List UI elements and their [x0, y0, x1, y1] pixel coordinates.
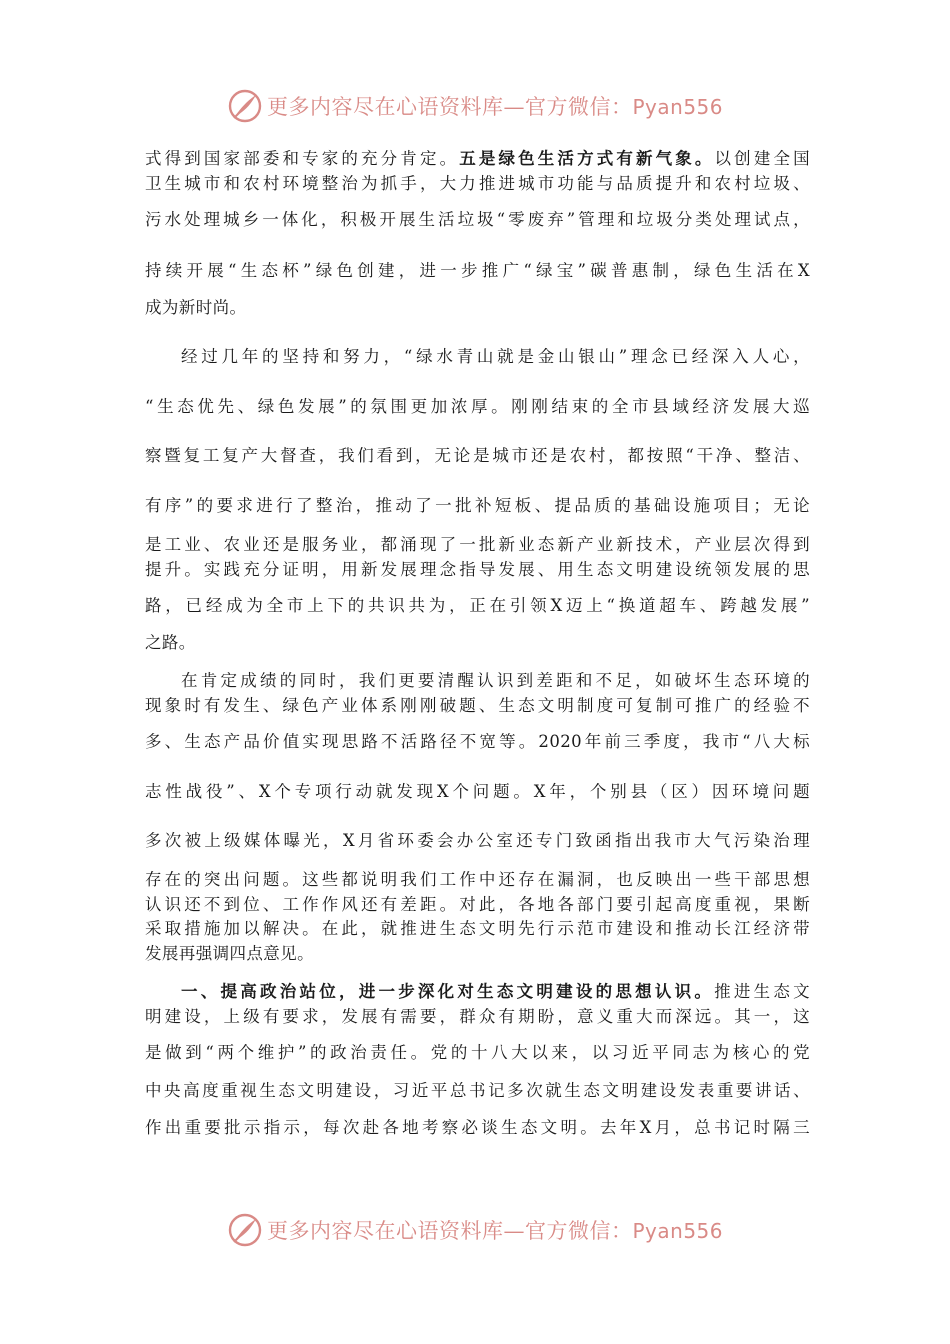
text-line: 采取措施加以解决。在此，就推进生态文明先行示范市建设和推动长江经济带: [145, 919, 810, 938]
text-line: 是做到“两个维护”的政治责任。党的十八大以来，以习近平同志为核心的党: [145, 1043, 810, 1062]
banner-wechat-id: Pyan556: [632, 95, 723, 119]
text-line: 在肯定成绩的同时，我们更要清醒认识到差距和不足，如破坏生态环境的: [181, 671, 810, 690]
text-line: 有序”的要求进行了整治，推动了一批补短板、提品质的基础设施项目；无论: [145, 496, 810, 515]
text-line: 中央高度重视生态文明建设，习近平总书记多次就生态文明建设发表重要讲话、: [145, 1081, 810, 1100]
text-line: 污水处理城乡一体化，积极开展生活垃圾“零废弃”管理和垃圾分类处理试点，: [145, 210, 810, 229]
text-line: 提升。实践充分证明，用新发展理念指导发展、用生态文明建设统领发展的思: [145, 560, 810, 579]
text-line: 多、生态产品价值实现思路不活路径不宽等。2020年前三季度，我市“八大标: [145, 732, 810, 751]
text-line: 明建设，上级有要求，发展有需要，群众有期盼，意义重大而深远。其一，这: [145, 1007, 810, 1026]
text-line: 式得到国家部委和专家的充分肯定。五是绿色生活方式有新气象。以创建全国: [145, 149, 810, 168]
quill-logo-icon: [227, 1212, 263, 1248]
banner-text: 更多内容尽在心语资料库—官方微信：: [266, 95, 633, 119]
text-line: 存在的突出问题。这些都说明我们工作中还存在漏洞，也反映出一些干部思想: [145, 870, 810, 889]
text-line: 多次被上级媒体曝光，X月省环委会办公室还专门致函指出我市大气污染治理: [145, 831, 810, 850]
banner-text: 更多内容尽在心语资料库—官方微信：: [266, 1219, 633, 1243]
text-line: 察暨复工复产大督查，我们看到，无论是城市还是农村，都按照“干净、整洁、: [145, 446, 810, 465]
header-watermark-banner: [0, 84, 950, 128]
text-line: 经过几年的坚持和努力，“绿水青山就是金山银山”理念已经深入人心，: [181, 347, 810, 366]
banner-wechat-id: Pyan556: [632, 1219, 723, 1243]
text-line: “生态优先、绿色发展”的氛围更加浓厚。刚刚结束的全市县域经济发展大巡: [145, 397, 810, 416]
text-line: 是工业、农业还是服务业，都涌现了一批新业态新产业新技术，产业层次得到: [145, 535, 810, 554]
text-line: 一、提高政治站位，进一步深化对生态文明建设的思想认识。推进生态文: [181, 982, 810, 1001]
text-line: 路，已经成为全市上下的共识共为，正在引领X迈上“换道超车、跨越发展”: [145, 596, 810, 615]
quill-logo-icon: [227, 88, 263, 124]
footer-watermark-banner: [0, 1208, 950, 1252]
text-line: 持续开展“生态杯”绿色创建，进一步推广“绿宝”碳普惠制，绿色生活在X: [145, 261, 810, 280]
text-line: 卫生城市和农村环境整治为抓手，大力推进城市功能与品质提升和农村垃圾、: [145, 174, 810, 193]
text-line: 认识还不到位、工作作风还有差距。对此，各地各部门要引起高度重视，果断: [145, 895, 810, 914]
text-line: 之路。: [145, 633, 196, 652]
text-line: 现象时有发生、绿色产业体系刚刚破题、生态文明制度可复制可推广的经验不: [145, 696, 810, 715]
text-line: 成为新时尚。: [145, 298, 247, 317]
text-line: 作出重要批示指示，每次赴各地考察必谈生态文明。去年X月，总书记时隔三: [145, 1118, 810, 1137]
text-line: 志性战役”、X个专项行动就发现X个问题。X年，个别县（区）因环境问题: [145, 782, 810, 801]
text-line: 发展再强调四点意见。: [145, 944, 314, 963]
